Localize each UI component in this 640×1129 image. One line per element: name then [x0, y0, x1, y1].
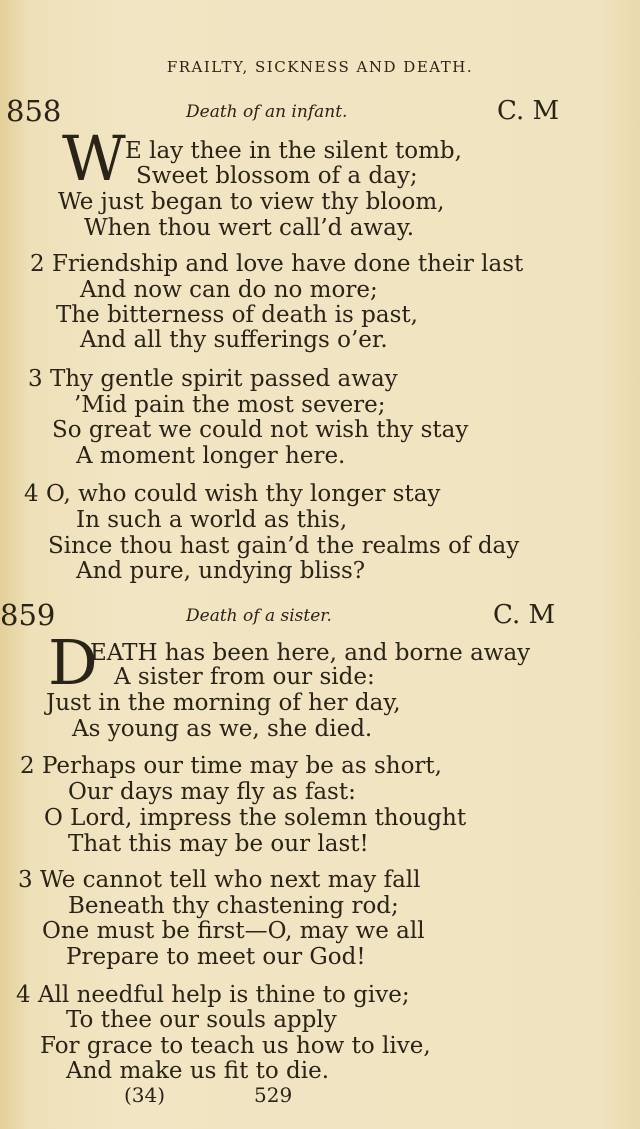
hymn-line: Our days may fly as fast:: [68, 779, 356, 805]
hymn-line: Sweet blossom of a day;: [136, 163, 418, 189]
hymn-line: That this may be our last!: [68, 831, 369, 857]
hymn-title: Death of a sister.: [186, 606, 332, 626]
hymn-line: So great we could not wish thy stay: [52, 417, 469, 443]
hymn-line: E lay thee in the silent tomb,: [125, 138, 462, 164]
hymn-line: To thee our souls apply: [66, 1007, 337, 1033]
hymn-line: A moment longer here.: [76, 443, 346, 469]
hymn-line: And now can do no more;: [80, 277, 378, 303]
hymn-line: 2 Friendship and love have done their last: [30, 251, 524, 277]
hymn-line: 4 All needful help is thine to give;: [16, 982, 410, 1008]
hymn-line: Beneath thy chastening rod;: [68, 893, 399, 919]
hymn-line: Prepare to meet our God!: [66, 944, 366, 970]
hymn-line: And make us fit to die.: [66, 1058, 330, 1084]
hymn-line: 4 O, who could wish thy longer stay: [24, 481, 441, 507]
hymn-line: A sister from our side:: [114, 664, 375, 690]
hymn-line: For grace to teach us how to live,: [40, 1033, 431, 1059]
hymn-meter: C. M: [493, 600, 556, 630]
hymn-number: 859: [0, 598, 56, 632]
hymn-line: We just began to view thy bloom,: [58, 189, 445, 215]
hymn-line: When thou wert call’d away.: [84, 215, 415, 241]
hymn-line: And all thy sufferings o’er.: [80, 327, 388, 353]
hymn-number: 858: [6, 94, 62, 128]
hymn-line: And pure, undying bliss?: [76, 558, 366, 584]
hymn-line: ’Mid pain the most severe;: [74, 392, 386, 418]
hymn-line: In such a world as this,: [76, 507, 348, 533]
hymn-line: 2 Perhaps our time may be as short,: [20, 753, 442, 779]
hymn-line: One must be first—O, may we all: [42, 918, 425, 944]
hymn-line: O Lord, impress the solemn thought: [44, 805, 467, 831]
hymn-line: The bitterness of death is past,: [56, 302, 418, 328]
hymn-title: Death of an infant.: [186, 102, 348, 122]
hymn-line: EATH has been here, and borne away: [90, 640, 531, 666]
running-head: FRAILTY, SICKNESS AND DEATH.: [166, 58, 474, 76]
signature-mark: (34): [124, 1083, 166, 1107]
hymn-line: Since thou hast gain’d the realms of day: [48, 533, 520, 559]
drop-cap: D: [48, 626, 98, 699]
hymn-line: Just in the morning of her day,: [46, 690, 401, 716]
hymn-line: 3 Thy gentle spirit passed away: [28, 366, 398, 392]
page-number: 529: [254, 1083, 293, 1107]
hymn-line: As young as we, she died.: [72, 716, 373, 742]
hymn-line: 3 We cannot tell who next may fall: [18, 867, 421, 893]
drop-cap: W: [62, 122, 126, 195]
hymn-meter: C. M: [497, 96, 560, 126]
